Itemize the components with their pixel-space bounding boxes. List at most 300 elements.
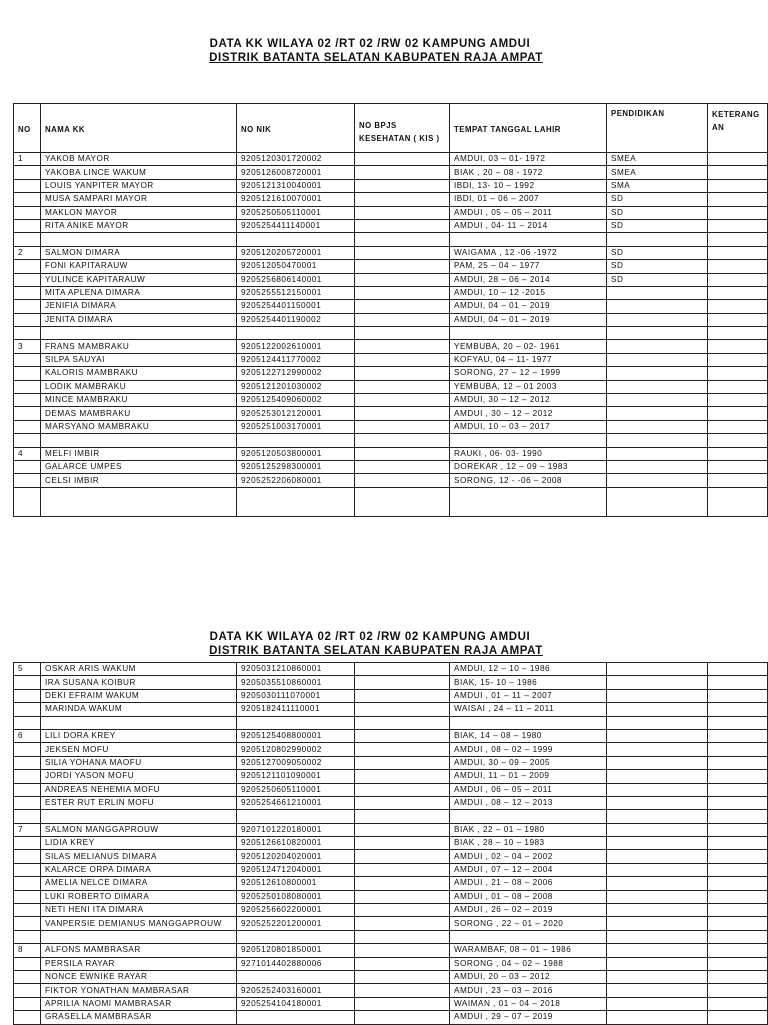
cell-ttl xyxy=(450,327,607,340)
cell-nama-kk: IRA SUSANA KOIBUR xyxy=(41,676,237,689)
cell-ttl: AMDUI, 04 – 01 – 2019 xyxy=(450,313,607,326)
cell-pendidikan: SD xyxy=(607,193,708,206)
cell-bpjs xyxy=(355,474,450,487)
cell-pendidikan xyxy=(607,1011,708,1024)
cell-keterangan xyxy=(708,904,768,917)
cell-keterangan xyxy=(708,676,768,689)
cell-bpjs xyxy=(355,487,450,516)
table-row xyxy=(14,770,768,783)
cell-pendidikan: SMEA xyxy=(607,153,708,166)
cell-pendidikan xyxy=(607,380,708,393)
cell-nama-kk: NONCE EWNIKE RAYAR xyxy=(41,970,237,983)
cell-no xyxy=(14,716,41,729)
cell-bpjs xyxy=(355,300,450,313)
cell-nik: 9205126008720001 xyxy=(237,166,355,179)
cell-pendidikan xyxy=(607,796,708,809)
cell-keterangan xyxy=(708,434,768,447)
cell-bpjs xyxy=(355,863,450,876)
cell-nik xyxy=(237,930,355,943)
cell-ttl: AMDUI , 02 – 04 – 2002 xyxy=(450,850,607,863)
cell-bpjs xyxy=(355,206,450,219)
cell-bpjs xyxy=(355,850,450,863)
table-row xyxy=(14,689,768,702)
cell-keterangan xyxy=(708,367,768,380)
cell-pendidikan xyxy=(607,810,708,823)
cell-bpjs xyxy=(355,447,450,460)
cell-no: 3 xyxy=(14,340,41,353)
table-row xyxy=(14,179,768,192)
cell-no xyxy=(14,353,41,366)
table-row xyxy=(14,850,768,863)
cell-no xyxy=(14,206,41,219)
cell-bpjs xyxy=(355,756,450,769)
cell-bpjs xyxy=(355,233,450,246)
cell-keterangan xyxy=(708,810,768,823)
cell-ttl xyxy=(450,434,607,447)
cell-pendidikan xyxy=(607,930,708,943)
table-row xyxy=(14,206,768,219)
cell-ttl: AMDUI , 06 – 05 – 2011 xyxy=(450,783,607,796)
cell-nama-kk: FIKTOR YONATHAN MAMBRASAR xyxy=(41,984,237,997)
cell-bpjs xyxy=(355,327,450,340)
cell-nama-kk: LOUIS YANPITER MAYOR xyxy=(41,179,237,192)
cell-nik: 9205124411770002 xyxy=(237,353,355,366)
table-row xyxy=(14,970,768,983)
cell-pendidikan xyxy=(607,743,708,756)
cell-nama-kk: PERSILA RAYAR xyxy=(41,957,237,970)
cell-nama-kk: ANDREAS NEHEMIA MOFU xyxy=(41,783,237,796)
cell-ttl: BIAK , 28 – 10 – 1983 xyxy=(450,837,607,850)
cell-nik xyxy=(237,810,355,823)
cell-nama-kk: MELFI IMBIR xyxy=(41,447,237,460)
cell-no xyxy=(14,407,41,420)
cell-ttl: WAIMAN , 01 – 04 – 2018 xyxy=(450,997,607,1010)
cell-no xyxy=(14,1011,41,1024)
table-row xyxy=(14,273,768,286)
cell-ttl: AMDUI, 10 – 12 -2015 xyxy=(450,286,607,299)
cell-pendidikan: SD xyxy=(607,246,708,259)
table-row xyxy=(14,407,768,420)
cell-bpjs xyxy=(355,407,450,420)
table-row xyxy=(14,837,768,850)
cell-ttl: AMDUI, 11 – 01 – 2009 xyxy=(450,770,607,783)
cell-pendidikan xyxy=(607,394,708,407)
cell-nama-kk: LILI DORA KREY xyxy=(41,729,237,742)
cell-ttl xyxy=(450,930,607,943)
cell-pendidikan xyxy=(607,716,708,729)
cell-keterangan xyxy=(708,783,768,796)
cell-bpjs xyxy=(355,246,450,259)
page2-kk-table xyxy=(13,662,768,1025)
header-no-nik: NO NIK xyxy=(237,104,355,153)
cell-no xyxy=(14,689,41,702)
cell-pendidikan xyxy=(607,877,708,890)
cell-nama-kk: FRANS MAMBRAKU xyxy=(41,340,237,353)
page2-title-line1: DATA KK WILAYA 02 /RT 02 /RW 02 KAMPUNG AMDUI xyxy=(209,631,531,643)
cell-keterangan xyxy=(708,890,768,903)
table-row xyxy=(14,394,768,407)
cell-nik: 9271014402880006 xyxy=(237,957,355,970)
cell-nik: 9205120801850001 xyxy=(237,944,355,957)
table-row xyxy=(14,663,768,676)
cell-keterangan xyxy=(708,770,768,783)
cell-nama-kk xyxy=(41,716,237,729)
cell-nama-kk: YULINCE KAPITARAUW xyxy=(41,273,237,286)
cell-nama-kk: OSKAR ARIS WAKUM xyxy=(41,663,237,676)
cell-no xyxy=(14,837,41,850)
cell-ttl: IBDI, 01 – 06 – 2007 xyxy=(450,193,607,206)
cell-nik: 9205254411140001 xyxy=(237,219,355,232)
cell-keterangan xyxy=(708,219,768,232)
cell-no xyxy=(14,930,41,943)
cell-ttl: AMDUI, 28 – 06 – 2014 xyxy=(450,273,607,286)
cell-bpjs xyxy=(355,260,450,273)
cell-nama-kk: KALARCE ORPA DIMARA xyxy=(41,863,237,876)
cell-nik: 9205254401150001 xyxy=(237,300,355,313)
cell-keterangan xyxy=(708,1011,768,1024)
cell-keterangan xyxy=(708,474,768,487)
cell-ttl: AMDUI , 26 – 02 – 2019 xyxy=(450,904,607,917)
cell-ttl: YEMBUBA, 12 – 01 2003 xyxy=(450,380,607,393)
page1-title-line1: DATA KK WILAYA 02 /RT 02 /RW 02 KAMPUNG AMDUI xyxy=(209,38,531,50)
cell-ttl: AMDUI , 07 – 12 – 2004 xyxy=(450,863,607,876)
cell-keterangan xyxy=(708,353,768,366)
cell-no xyxy=(14,193,41,206)
cell-bpjs xyxy=(355,904,450,917)
cell-keterangan xyxy=(708,340,768,353)
cell-no xyxy=(14,970,41,983)
cell-bpjs xyxy=(355,703,450,716)
cell-pendidikan: SD xyxy=(607,219,708,232)
cell-nama-kk: MARINDA WAKUM xyxy=(41,703,237,716)
cell-ttl: AMDUI , 23 – 03 – 2016 xyxy=(450,984,607,997)
cell-keterangan xyxy=(708,944,768,957)
cell-pendidikan xyxy=(607,783,708,796)
table-row xyxy=(14,877,768,890)
cell-ttl xyxy=(450,487,607,516)
cell-no xyxy=(14,957,41,970)
cell-bpjs xyxy=(355,313,450,326)
cell-bpjs xyxy=(355,783,450,796)
page2-title xyxy=(0,630,740,658)
cell-nama-kk: JORDI YASON MOFU xyxy=(41,770,237,783)
cell-nama-kk: FONI KAPITARAUW xyxy=(41,260,237,273)
cell-ttl: AMDUI, 20 – 03 – 2012 xyxy=(450,970,607,983)
cell-no: 4 xyxy=(14,447,41,460)
cell-no xyxy=(14,997,41,1010)
cell-bpjs xyxy=(355,689,450,702)
cell-bpjs xyxy=(355,743,450,756)
cell-nama-kk xyxy=(41,327,237,340)
cell-no xyxy=(14,877,41,890)
cell-bpjs xyxy=(355,434,450,447)
cell-nama-kk: MINCE MAMBRAKU xyxy=(41,394,237,407)
cell-pendidikan: SD xyxy=(607,260,708,273)
cell-no xyxy=(14,743,41,756)
cell-nama-kk: SILAS MELIANUS DIMARA xyxy=(41,850,237,863)
cell-nik: 9205250108080001 xyxy=(237,890,355,903)
cell-keterangan xyxy=(708,823,768,836)
blank-row xyxy=(14,434,768,447)
cell-keterangan xyxy=(708,286,768,299)
cell-bpjs xyxy=(355,957,450,970)
cell-ttl: AMDUI, 30 – 12 – 2012 xyxy=(450,394,607,407)
table-row xyxy=(14,1011,768,1024)
cell-pendidikan: SMEA xyxy=(607,166,708,179)
table-row xyxy=(14,460,768,473)
cell-keterangan xyxy=(708,729,768,742)
cell-pendidikan xyxy=(607,689,708,702)
cell-nama-kk: LIDIA KREY xyxy=(41,837,237,850)
cell-bpjs xyxy=(355,770,450,783)
cell-nik xyxy=(237,1011,355,1024)
cell-pendidikan xyxy=(607,340,708,353)
cell-nik xyxy=(237,327,355,340)
cell-ttl: AMDUI, 30 – 09 – 2005 xyxy=(450,756,607,769)
cell-nik: 9205127009050002 xyxy=(237,756,355,769)
cell-no xyxy=(14,286,41,299)
cell-bpjs xyxy=(355,340,450,353)
cell-nik: 9205253012120001 xyxy=(237,407,355,420)
page2-title-line2: DISTRIK BATANTA SELATAN KABUPATEN RAJA AMPAT xyxy=(209,645,543,657)
cell-nik: 9205255512150001 xyxy=(237,286,355,299)
cell-keterangan xyxy=(708,716,768,729)
cell-pendidikan xyxy=(607,434,708,447)
cell-no xyxy=(14,460,41,473)
cell-no xyxy=(14,904,41,917)
cell-bpjs xyxy=(355,716,450,729)
cell-no xyxy=(14,770,41,783)
cell-pendidikan xyxy=(607,420,708,433)
cell-ttl: BIAK, 14 – 08 – 1980 xyxy=(450,729,607,742)
cell-keterangan xyxy=(708,850,768,863)
cell-ttl: SORONG, 12 - -06 – 2008 xyxy=(450,474,607,487)
cell-no xyxy=(14,327,41,340)
cell-bpjs xyxy=(355,420,450,433)
table-row xyxy=(14,917,768,930)
cell-keterangan xyxy=(708,260,768,273)
cell-nik: 9205126610820001 xyxy=(237,837,355,850)
cell-keterangan xyxy=(708,394,768,407)
cell-ttl: WARAMBAF, 08 – 01 – 1986 xyxy=(450,944,607,957)
table-row xyxy=(14,447,768,460)
table-row xyxy=(14,166,768,179)
cell-keterangan xyxy=(708,166,768,179)
cell-bpjs xyxy=(355,984,450,997)
cell-nik: 9205251003170001 xyxy=(237,420,355,433)
cell-ttl: AMDUI , 01 – 08 – 2008 xyxy=(450,890,607,903)
table-row xyxy=(14,193,768,206)
cell-bpjs xyxy=(355,796,450,809)
table-row xyxy=(14,246,768,259)
cell-keterangan xyxy=(708,984,768,997)
cell-ttl: AMDUI, 04 – 01 – 2019 xyxy=(450,300,607,313)
table-row xyxy=(14,380,768,393)
cell-nik: 920512050470001 xyxy=(237,260,355,273)
cell-bpjs xyxy=(355,394,450,407)
cell-bpjs xyxy=(355,353,450,366)
cell-ttl: AMDUI , 08 – 12 – 2013 xyxy=(450,796,607,809)
page1-table-body xyxy=(14,153,768,517)
blank-row xyxy=(14,810,768,823)
cell-nik: 9205120802990002 xyxy=(237,743,355,756)
cell-pendidikan xyxy=(607,837,708,850)
cell-nama-kk: VANPERSIE DEMIANUS MANGGAPROUW xyxy=(41,917,237,930)
cell-nama-kk xyxy=(41,233,237,246)
blank-row xyxy=(14,487,768,516)
cell-nik: 9205125408800001 xyxy=(237,729,355,742)
table-row xyxy=(14,703,768,716)
table-row xyxy=(14,863,768,876)
cell-ttl xyxy=(450,810,607,823)
header-keterangan xyxy=(708,104,768,153)
cell-ttl: SORONG , 04 – 02 – 1988 xyxy=(450,957,607,970)
cell-ttl: DOREKAR , 12 – 09 – 1983 xyxy=(450,460,607,473)
cell-pendidikan xyxy=(607,313,708,326)
cell-nik: 9205250505110001 xyxy=(237,206,355,219)
header-keterangan-text: KETERANG AN xyxy=(712,110,760,132)
table-row xyxy=(14,756,768,769)
cell-pendidikan xyxy=(607,756,708,769)
cell-bpjs xyxy=(355,380,450,393)
cell-nama-kk: MAKLON MAYOR xyxy=(41,206,237,219)
cell-ttl: AMDUI , 01 – 11 – 2007 xyxy=(450,689,607,702)
cell-nik: 9205254661210001 xyxy=(237,796,355,809)
cell-keterangan xyxy=(708,233,768,246)
cell-nik xyxy=(237,233,355,246)
cell-ttl: KOFYAU, 04 – 11- 1977 xyxy=(450,353,607,366)
cell-nama-kk: YAKOB MAYOR xyxy=(41,153,237,166)
cell-nama-kk: YAKOBA LINCE WAKUM xyxy=(41,166,237,179)
cell-pendidikan xyxy=(607,957,708,970)
cell-bpjs xyxy=(355,917,450,930)
cell-nama-kk xyxy=(41,930,237,943)
cell-ttl: PAM, 25 – 04 – 1977 xyxy=(450,260,607,273)
cell-nama-kk: MUSA SAMPARI MAYOR xyxy=(41,193,237,206)
cell-ttl: YEMBUBA, 20 – 02- 1961 xyxy=(450,340,607,353)
table-row xyxy=(14,743,768,756)
cell-nik: 9205120205720001 xyxy=(237,246,355,259)
table-row xyxy=(14,904,768,917)
table-header-row xyxy=(14,104,768,153)
cell-no xyxy=(14,260,41,273)
cell-nama-kk: SALMON DIMARA xyxy=(41,246,237,259)
cell-bpjs xyxy=(355,890,450,903)
cell-pendidikan xyxy=(607,917,708,930)
cell-no xyxy=(14,756,41,769)
cell-pendidikan xyxy=(607,460,708,473)
table-row xyxy=(14,260,768,273)
cell-bpjs xyxy=(355,286,450,299)
cell-no xyxy=(14,796,41,809)
cell-nik: 9205120503800001 xyxy=(237,447,355,460)
page1-title-line2: DISTRIK BATANTA SELATAN KABUPATEN RAJA AMPAT xyxy=(209,52,543,64)
cell-keterangan xyxy=(708,273,768,286)
cell-keterangan xyxy=(708,863,768,876)
cell-keterangan xyxy=(708,179,768,192)
cell-nik: 9205035510860001 xyxy=(237,676,355,689)
cell-bpjs xyxy=(355,877,450,890)
cell-keterangan xyxy=(708,327,768,340)
cell-pendidikan xyxy=(607,984,708,997)
cell-no xyxy=(14,890,41,903)
cell-no xyxy=(14,434,41,447)
cell-nik: 9205122712990002 xyxy=(237,367,355,380)
cell-pendidikan xyxy=(607,997,708,1010)
cell-nama-kk: MARSYANO MAMBRAKU xyxy=(41,420,237,433)
cell-ttl: AMDUI , 21 – 08 – 2006 xyxy=(450,877,607,890)
cell-pendidikan xyxy=(607,676,708,689)
cell-keterangan xyxy=(708,917,768,930)
cell-pendidikan xyxy=(607,863,708,876)
cell-no: 7 xyxy=(14,823,41,836)
cell-bpjs xyxy=(355,729,450,742)
cell-keterangan xyxy=(708,689,768,702)
cell-ttl: BIAK , 22 – 01 – 1980 xyxy=(450,823,607,836)
table-row xyxy=(14,796,768,809)
page1-title xyxy=(0,37,740,65)
cell-no xyxy=(14,984,41,997)
cell-pendidikan xyxy=(607,703,708,716)
cell-pendidikan xyxy=(607,944,708,957)
header-no: NO xyxy=(14,104,41,153)
cell-nama-kk: JEKSEN MOFU xyxy=(41,743,237,756)
cell-ttl: WAISAI , 24 – 11 – 2011 xyxy=(450,703,607,716)
cell-keterangan xyxy=(708,407,768,420)
table-row xyxy=(14,367,768,380)
table-row xyxy=(14,153,768,166)
cell-no xyxy=(14,233,41,246)
blank-row xyxy=(14,327,768,340)
cell-nik: 9205121610070001 xyxy=(237,193,355,206)
table-row xyxy=(14,997,768,1010)
cell-bpjs xyxy=(355,997,450,1010)
cell-nama-kk: LODIK MAMBRAKU xyxy=(41,380,237,393)
table-row xyxy=(14,313,768,326)
cell-no xyxy=(14,783,41,796)
cell-nik: 9205031210860001 xyxy=(237,663,355,676)
cell-no xyxy=(14,300,41,313)
cell-ttl: AMDUI , 04- 11 – 2014 xyxy=(450,219,607,232)
cell-no xyxy=(14,380,41,393)
table-row xyxy=(14,944,768,957)
cell-pendidikan xyxy=(607,823,708,836)
cell-keterangan xyxy=(708,246,768,259)
cell-nama-kk: KALORIS MAMBRAKU xyxy=(41,367,237,380)
cell-ttl: BIAK , 20 – 08 - 1972 xyxy=(450,166,607,179)
cell-bpjs xyxy=(355,179,450,192)
cell-nama-kk: SALMON MANGGAPROUW xyxy=(41,823,237,836)
cell-no xyxy=(14,810,41,823)
cell-nik: 9205254104180001 xyxy=(237,997,355,1010)
cell-keterangan xyxy=(708,447,768,460)
header-pendidikan: PENDIDIKAN xyxy=(607,104,708,153)
cell-nama-kk: CELSI IMBIR xyxy=(41,474,237,487)
cell-keterangan xyxy=(708,206,768,219)
page2-table-body xyxy=(14,663,768,1025)
cell-no xyxy=(14,474,41,487)
header-nama-kk: NAMA KK xyxy=(41,104,237,153)
cell-keterangan xyxy=(708,460,768,473)
header-no-bpjs-text: NO BPJS KESEHATAN ( KIS ) xyxy=(359,121,440,143)
table-row xyxy=(14,783,768,796)
cell-pendidikan xyxy=(607,850,708,863)
cell-nik: 9205121101090001 xyxy=(237,770,355,783)
cell-keterangan xyxy=(708,796,768,809)
cell-pendidikan: SD xyxy=(607,273,708,286)
cell-no: 8 xyxy=(14,944,41,957)
cell-nik: 9205120204020001 xyxy=(237,850,355,863)
